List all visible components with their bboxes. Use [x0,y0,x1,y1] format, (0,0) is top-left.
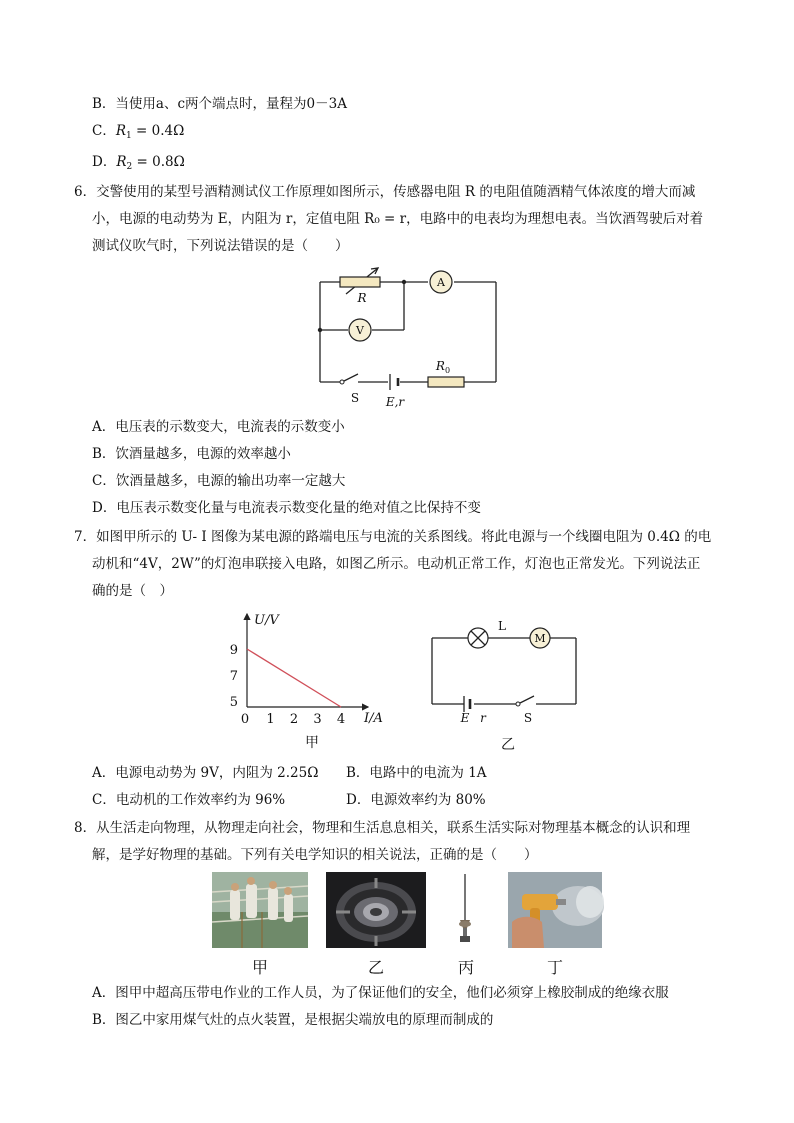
switch-contact [340,380,344,384]
switch-label: S [350,391,360,405]
graph-caption: 甲 [305,735,319,751]
q6-stem-line-3: 测试仪吹气时，下列说法错误的是（ ） [92,238,349,254]
fixed-resistor-r0 [428,377,464,387]
q7-option-c: C．电动机的工作效率约为 96% [92,792,286,808]
prev-option-d-value: = 0.8Ω [132,154,185,170]
photo-gas-stove [326,872,426,948]
prev-option-d [92,152,185,177]
q7-stem-line-2: 动机和“4V，2W”的灯泡串联接入电路，如图乙所示。电动机正常工作，灯泡也正常发光。下列说法正 [92,556,701,572]
x-tick-label: 0 [240,712,250,727]
photo-electrostatic-spray-gun [508,872,602,948]
lamp-label: L [498,619,506,633]
photo-power-line-workers [212,872,308,948]
y-tick-label: 7 [229,669,238,684]
series-line [247,649,341,707]
source-label: E,r [385,395,405,409]
q6-stem-line-1: 6．交警使用的某型号酒精测试仪工作原理如图所示，传感器电阻 R 的电阻值随酒精气体浓度的增大而减 [74,184,696,200]
prev-option-d-sub: 2 [126,162,133,172]
prev-option-c-sub: 1 [126,131,132,141]
photo-label-ding: 丁 [546,958,563,977]
x-axis-label: I/A [364,711,383,726]
y-tick-label: 9 [229,643,238,658]
q7-stem-line-1: 7．如图甲所示的 U- I 图像为某电源的路端电压与电流的关系图线。将此电源与一个线圈电阻为 0.4Ω 的电 [74,529,712,545]
x-tick-label: 2 [289,712,299,727]
photo-lightning-rod [452,872,478,952]
prev-option-c-value: = 0.4Ω [131,123,185,139]
prev-option-c [92,121,184,146]
q7-option-d: D．电源效率约为 80% [346,792,486,808]
circuit-caption: 乙 [501,737,515,753]
q6-option-c: C．饮酒量越多，电源的输出功率一定越大 [92,473,346,489]
q6-circuit-diagram [300,260,520,410]
q6-option-a: A．电压表的示数变大，电流表的示数变小 [92,419,345,435]
emf-label: E [460,711,470,725]
sensor-resistor [340,277,380,287]
q7-stem-line-3: 确的是（ ） [92,583,173,599]
prev-option-c-symbol: R [115,123,127,139]
x-tick-label: 1 [266,712,275,727]
q7-option-b: B．电路中的电流为 1A [346,765,487,781]
junction-dot [318,328,322,332]
y-axis-label: U/V [254,613,279,628]
prev-option-d-symbol: R [116,154,127,170]
q7-circuit-diagram [420,616,590,756]
x-tick-label: 4 [336,712,346,727]
y-tick-label: 5 [229,695,238,710]
q8-stem-line-1: 8．从生活走向物理，从物理走向社会，物理和生活息息相关，联系生活实际对物理基本概念的认识和理 [74,820,691,836]
junction-dot [402,280,406,284]
voltmeter-label: V [356,324,364,337]
switch-contact [516,702,520,706]
photo-label-jia: 甲 [251,958,268,977]
q6-stem-line-2: 小，电源的电动势为 E，内阻为 r，定值电阻 R₀ = r，电路中的电表均为理想电表。当饮酒驾驶后对着 [92,211,704,227]
ui-graph [220,606,400,756]
motor-label: M [534,632,546,645]
prev-option-c-prefix: C． [92,123,116,139]
q8-stem-line-2: 解，是学好物理的基础。下列有关电学知识的相关说法，正确的是（ ） [92,847,538,863]
sensor-resistor-label: R [357,291,367,305]
photo-label-yi: 乙 [367,958,384,977]
q7-option-a: A．电源电动势为 9V，内阻为 2.25Ω [92,765,319,781]
r0-label: $R_0$ [435,359,451,375]
prev-option-b: B．当使用a、c两个端点时，量程为0－3A [92,96,347,112]
internal-resistance-label: r [480,711,486,725]
photo-label-bing: 丙 [457,958,474,977]
x-tick-label: 3 [313,712,322,727]
ammeter-label: A [437,276,445,289]
q6-option-d: D．电压表示数变化量与电流表示数变化量的绝对值之比保持不变 [92,500,481,516]
switch-label: S [523,711,533,725]
prev-option-d-prefix: D． [92,154,117,170]
q8-option-a: A．图甲中超高压带电作业的工作人员，为了保证他们的安全，他们必须穿上橡胶制成的绝缘衣服 [92,985,669,1001]
q6-option-b: B．饮酒量越多，电源的效率越小 [92,446,291,462]
q8-option-b: B．图乙中家用煤气灶的点火装置，是根据尖端放电的原理而制成的 [92,1012,494,1028]
